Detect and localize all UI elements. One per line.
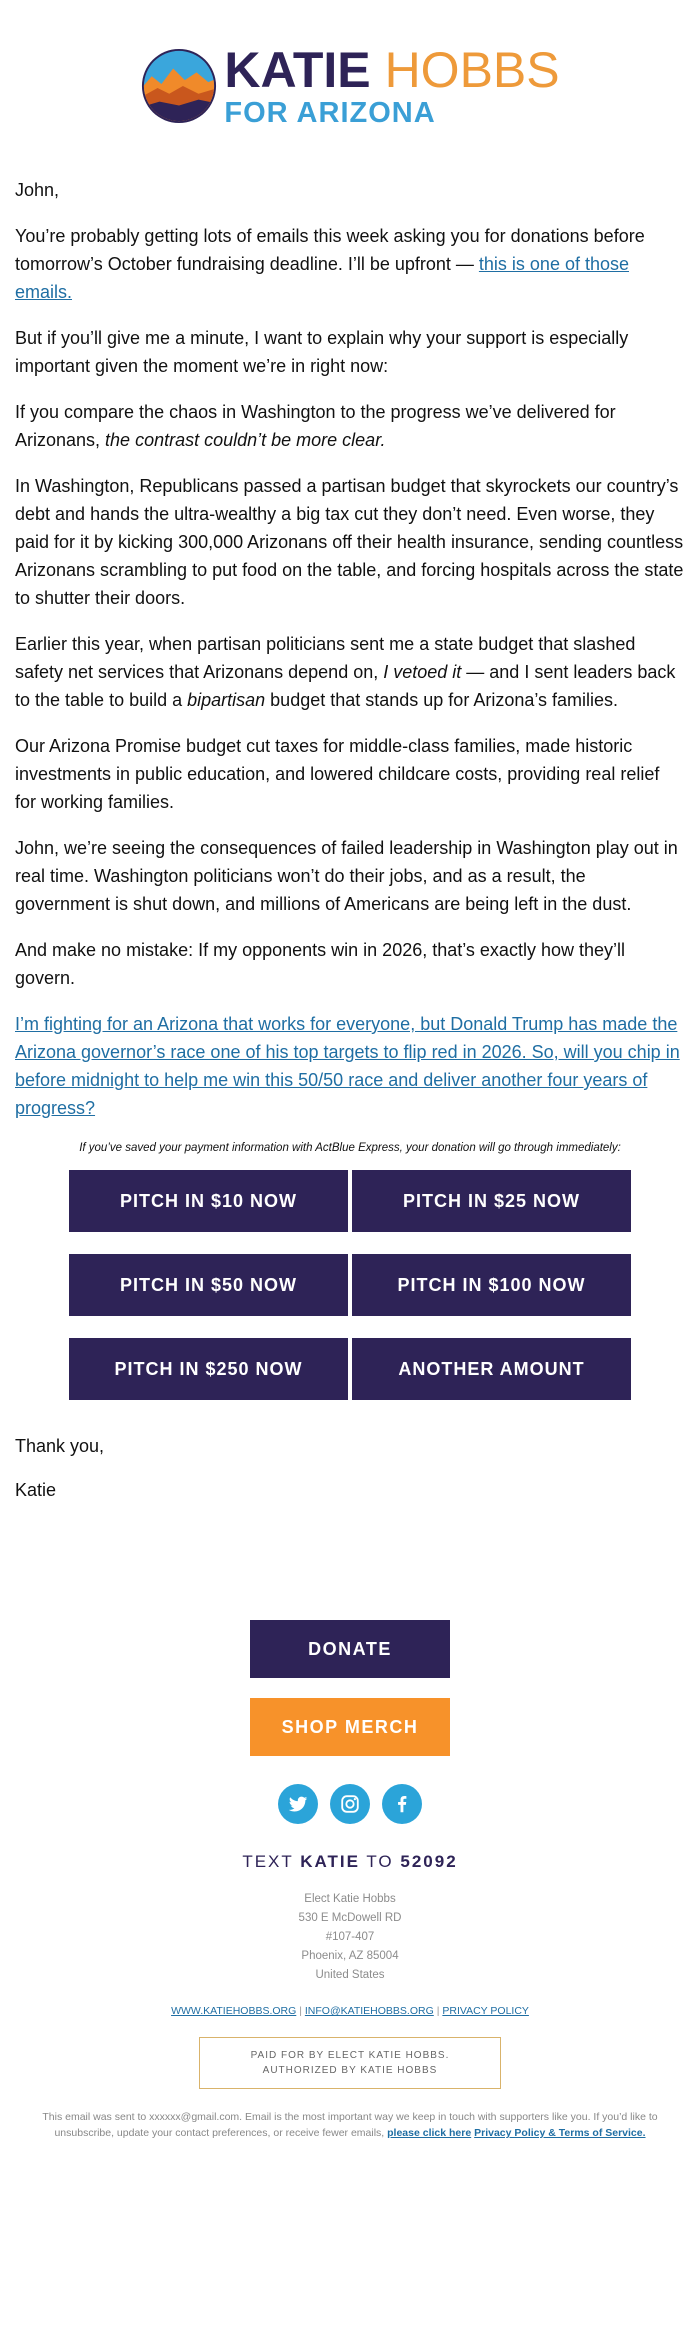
paragraph-3	[15, 398, 685, 454]
paid-line-2: AUTHORIZED BY KATIE HOBBS	[262, 2065, 438, 2076]
paragraph-6: Our Arizona Promise budget cut taxes for middle-class families, made historic investments in public education, and lowered childcare costs, providing real relief for working families.	[15, 736, 660, 812]
pitch-in-250-button[interactable]: PITCH IN $250 NOW	[69, 1338, 348, 1400]
paid-for-disclaimer	[199, 2037, 501, 2089]
paragraph-5-emphasis-bipartisan: bipartisan	[187, 690, 266, 710]
paragraph-5-text-a: Earlier this year, when partisan politicians sent me a state budget that slashed safety net services that Arizonans depend on,	[15, 634, 636, 682]
paragraph-4: In Washington, Republicans passed a partisan budget that skyrockets our country’s debt and hands the ultra-wealthy a big tax cut they don’t need. Even worse, they paid for it by kicking 300,000 Arizonans off their health insurance, sending countless Arizonans scrambling to put food on the table, and forcing hospitals across the state to shutter their doors.	[15, 476, 684, 608]
signoff: Thank you,	[15, 1436, 105, 1456]
paragraph-8: And make no mistake: If my opponents win in 2026, that’s exactly how they’ll govern.	[15, 940, 625, 988]
paragraph-3-text: If you compare the chaos in Washington to the progress we’ve delivered for Arizonans,	[15, 402, 616, 450]
terms-link[interactable]: Privacy Policy & Terms of Service.	[474, 2127, 646, 2139]
address-line: 530 E McDowell RD	[298, 1912, 402, 1924]
text-keyword: KATIE	[300, 1852, 360, 1871]
campaign-logo	[0, 0, 700, 128]
donation-button-grid	[15, 1170, 685, 1400]
twitter-icon[interactable]	[278, 1784, 318, 1824]
paragraph-1	[15, 222, 685, 306]
separator: |	[436, 2005, 440, 2017]
unsubscribe-text: This email was sent to xxxxxx@gmail.com. Email is the most important way we keep in touch with supporters like you. If you’d like to unsubscribe, update your contact preferences, or receive fewer emails,	[42, 2111, 658, 2139]
instagram-icon[interactable]	[330, 1784, 370, 1824]
paragraph-5-text-b: — and I sent leaders back to the table to build a	[15, 662, 676, 710]
privacy-policy-link[interactable]: PRIVACY POLICY	[442, 2005, 529, 2017]
text-number: 52092	[400, 1852, 458, 1871]
paragraph-5-text-c: budget that stands up for Arizona’s families.	[265, 690, 619, 710]
signature: Katie	[15, 1480, 57, 1500]
donate-button[interactable]: DONATE	[250, 1620, 450, 1678]
actblue-express-note: If you’ve saved your payment information with ActBlue Express, your donation will go through immediately:	[79, 1142, 621, 1154]
shop-merch-button[interactable]: SHOP MERCH	[250, 1698, 450, 1756]
logo-last-name: HOBBS	[384, 41, 560, 98]
paragraph-7: John, we’re seeing the consequences of failed leadership in Washington play out in real time. Washington politicians won’t do their jobs, and as a result, the government is shut down, and millions of Americans are being left in the dust.	[15, 838, 678, 914]
another-amount-button[interactable]: ANOTHER AMOUNT	[352, 1338, 631, 1400]
pitch-in-10-button[interactable]: PITCH IN $10 NOW	[69, 1170, 348, 1232]
logo-tagline: FOR ARIZONA	[224, 96, 436, 129]
mailing-address	[0, 1890, 700, 1985]
those-emails-link[interactable]: this is one of those emails.	[15, 254, 629, 302]
paragraph-5	[15, 630, 685, 714]
chip-in-link[interactable]: I’m fighting for an Arizona that works for everyone, but Donald Trump has made the Arizona governor’s race one of his top targets to flip red in 2026. So, will you chip in before midnight to help me win this 50/50 race and deliver another four years of progress?	[15, 1014, 680, 1118]
paragraph-5-emphasis-vetoed: I vetoed it	[383, 662, 462, 682]
text-to-join	[0, 1852, 700, 1872]
arizona-landscape-logo-icon	[140, 47, 218, 125]
separator: |	[299, 2005, 302, 2017]
address-line: United States	[315, 1969, 385, 1981]
unsubscribe-notice	[25, 2109, 675, 2141]
address-line: Phoenix, AZ 85004	[301, 1950, 399, 1962]
paragraph-3-emphasis: the contrast couldn’t be more clear.	[105, 430, 386, 450]
paragraph-1-text: You’re probably getting lots of emails this week asking you for donations before tomorrow’s October fundraising deadline. I’ll be upfront —	[15, 226, 645, 274]
pitch-in-50-button[interactable]: PITCH IN $50 NOW	[69, 1254, 348, 1316]
email-body	[0, 128, 700, 1400]
paragraph-2: But if you’ll give me a minute, I want to explain why your support is especially important given the moment we’re in right now:	[15, 328, 629, 376]
website-link[interactable]: WWW.KATIEHOBBS.ORG	[171, 2005, 297, 2017]
unsubscribe-link[interactable]: please click here	[387, 2127, 472, 2139]
signoff-block	[0, 1400, 700, 1504]
text-middle: TO	[359, 1852, 401, 1871]
footer-links	[0, 2005, 700, 2017]
text-prefix: TEXT	[242, 1852, 301, 1871]
address-line: #107-407	[325, 1931, 375, 1943]
paragraph-9	[15, 1010, 685, 1122]
greeting: John,	[15, 180, 60, 200]
pitch-in-25-button[interactable]: PITCH IN $25 NOW	[352, 1170, 631, 1232]
address-line: Elect Katie Hobbs	[304, 1893, 396, 1905]
logo-first-name: KATIE	[224, 41, 371, 98]
paid-line-1: PAID FOR BY ELECT KATIE HOBBS.	[250, 2050, 450, 2061]
email-link[interactable]: INFO@KATIEHOBBS.ORG	[304, 2005, 434, 2017]
pitch-in-100-button[interactable]: PITCH IN $100 NOW	[352, 1254, 631, 1316]
facebook-icon[interactable]	[382, 1784, 422, 1824]
social-links	[0, 1784, 700, 1824]
email-footer	[0, 1520, 700, 2141]
